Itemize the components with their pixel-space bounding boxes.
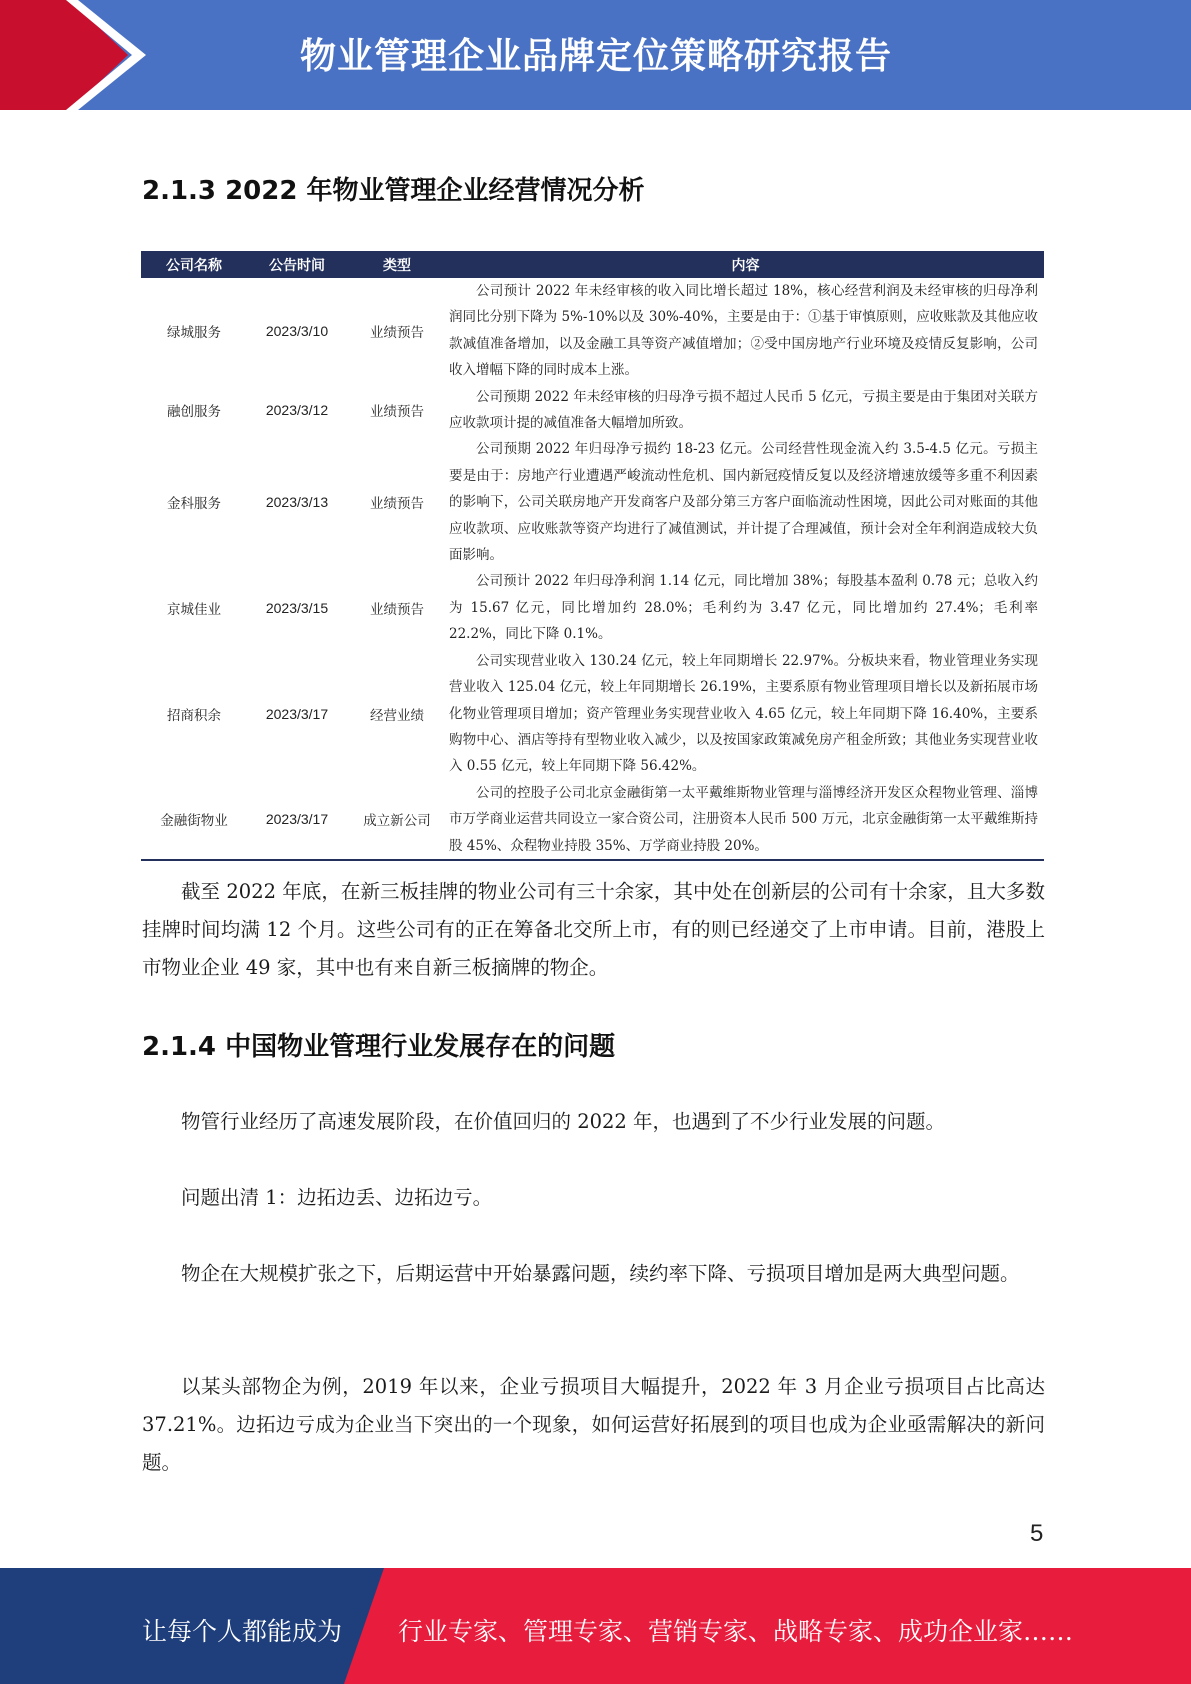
cell-date: 2023/3/13 (265, 494, 329, 511)
section-heading-2-1-3: 2.1.3 2022 年物业管理企业经营情况分析 (142, 176, 645, 206)
footer-slogan-right: 行业专家、管理专家、营销专家、战略专家、成功企业家…… (398, 1617, 1074, 1646)
cell-content: 公司的控股子公司北京金融街第一太平戴维斯物业管理与淄博经济开发区众程物业管理、淄博市万学商业运营共同设立一家合资公司，注册资本人民币 500 万元，北京金融街第一太平戴维斯持股 45%、众程物业持股 35%、万学商业持股 20%。 (447, 780, 1044, 860)
announcement-table (141, 251, 1044, 861)
table-row (141, 568, 1044, 647)
cell-date: 2023/3/12 (265, 402, 329, 419)
cell-type: 成立新公司 (347, 780, 447, 860)
table-row (141, 436, 1044, 568)
cell-date: 2023/3/17 (247, 780, 347, 860)
paragraph-neeq-summary: 截至 2022 年底，在新三板挂牌的物业公司有三十余家，其中处在创新层的公司有十余家，且大多数挂牌时间均满 12 个月。这些公司有的正在筹备北交所上市，有的则已经递交了上市申请。目前，港股上市物业企业 49 家，其中也有来自新三板摘牌的物企。 (142, 880, 1045, 979)
paragraph-problem-title: 问题出清 1：边拓边丢、边拓边亏。 (181, 1186, 493, 1209)
page-number: 5 (1030, 1520, 1044, 1547)
cell-company: 金融街物业 (141, 780, 247, 860)
cell-company: 绿城服务 (167, 324, 221, 341)
cell-content: 公司预期 2022 年未经审核的归母净亏损不超过人民币 5 亿元，亏损主要是由于集团对关联方应收款项计提的减值准备大幅增加所致。 (449, 388, 1038, 432)
cell-company: 京城佳业 (167, 602, 221, 619)
footer-slogan-left: 让每个人都能成为 (142, 1617, 343, 1646)
col-header-company: 公司名称 (141, 251, 247, 278)
cell-date: 2023/3/10 (265, 322, 329, 339)
cell-company: 金科服务 (167, 496, 221, 513)
cell-content: 公司预期 2022 年归母净亏损约 18-23 亿元。公司经营性现金流入约 3.5-4.5 亿元。亏损主要是由于：房地产行业遭遇严峻流动性危机、国内新冠疫情反复以及经济增速放缓等多重不利因素的影响下，公司关联房地产开发商客户及部分第三方客户面临流动性困境，因此公司对账面的其他应收款项、应收账款等资产均进行了减值测试，并计提了合理减值，预计会对全年利润造成较大负面影响。 (449, 441, 1038, 564)
cell-type: 业绩预告 (370, 602, 424, 619)
col-header-content: 内容 (447, 251, 1044, 278)
table-row (141, 780, 1044, 860)
cell-content: 公司预计 2022 年归母净利润 1.14 亿元，同比增加 38%；每股基本盈利 0.78 元；总收入约为 15.67 亿元，同比增加约 28.0%；毛利约为 3.47 亿元，同比增加约 27.4%；毛利率 22.2%，同比下降 0.1%。 (449, 573, 1038, 643)
paragraph-industry-intro: 物管行业经历了高速发展阶段，在价值回归的 2022 年，也遇到了不少行业发展的问题。 (181, 1110, 946, 1133)
cell-type: 业绩预告 (370, 404, 424, 421)
cell-content: 公司实现营业收入 130.24 亿元，较上年同期增长 22.97%。分板块来看，物业管理业务实现营业收入 125.04 亿元，较上年同期增长 26.19%，主要系原有物业管理项目增长以及新拓展市场化物业管理项目增加；资产管理业务实现营业收入 4.65 亿元，较上年同期下降 16.40%，主要系购物中心、酒店等持有型物业收入减少，以及按国家政策减免房产租金所致；其他业务实现营业收入 0.55 亿元，较上年同期下降 56.42%。 (449, 652, 1038, 775)
table-header-row (141, 251, 1044, 278)
col-header-date: 公告时间 (247, 251, 347, 278)
cell-company: 招商积余 (167, 707, 221, 724)
cell-type: 业绩预告 (370, 324, 424, 341)
table-row (141, 278, 1044, 384)
cell-type: 业绩预告 (370, 496, 424, 513)
cell-type: 经营业绩 (370, 707, 424, 724)
report-title: 物业管理企业品牌定位策略研究报告 (300, 36, 893, 77)
paragraph-expansion-issues: 物企在大规模扩张之下，后期运营中开始暴露问题，续约率下降、亏损项目增加是两大典型问题。 (181, 1262, 1020, 1285)
section-heading-2-1-4: 2.1.4 中国物业管理行业发展存在的问题 (142, 1032, 616, 1062)
col-header-type: 类型 (347, 251, 447, 278)
cell-date: 2023/3/17 (265, 705, 329, 722)
cell-content: 公司预计 2022 年未经审核的收入同比增长超过 18%，核心经营利润及未经审核的归母净利润同比分别下降为 5%-10%以及 30%-40%，主要是由于：①基于审慎原则，应收账款及其他应收款减值准备增加，以及金融工具等资产减值增加；②受中国房地产行业环境及疫情反复影响，公司收入增幅下降的同时成本上涨。 (449, 283, 1038, 379)
table-row (141, 648, 1044, 780)
cell-company: 融创服务 (167, 404, 221, 421)
cell-date: 2023/3/15 (265, 600, 329, 617)
table-row (141, 384, 1044, 437)
paragraph-loss-example: 以某头部物企为例，2019 年以来，企业亏损项目大幅提升，2022 年 3 月企业亏损项目占比高达 37.21%。边拓边亏成为企业当下突出的一个现象，如何运营好拓展到的项目也成为企业亟需解决的新问题。 (142, 1375, 1045, 1474)
